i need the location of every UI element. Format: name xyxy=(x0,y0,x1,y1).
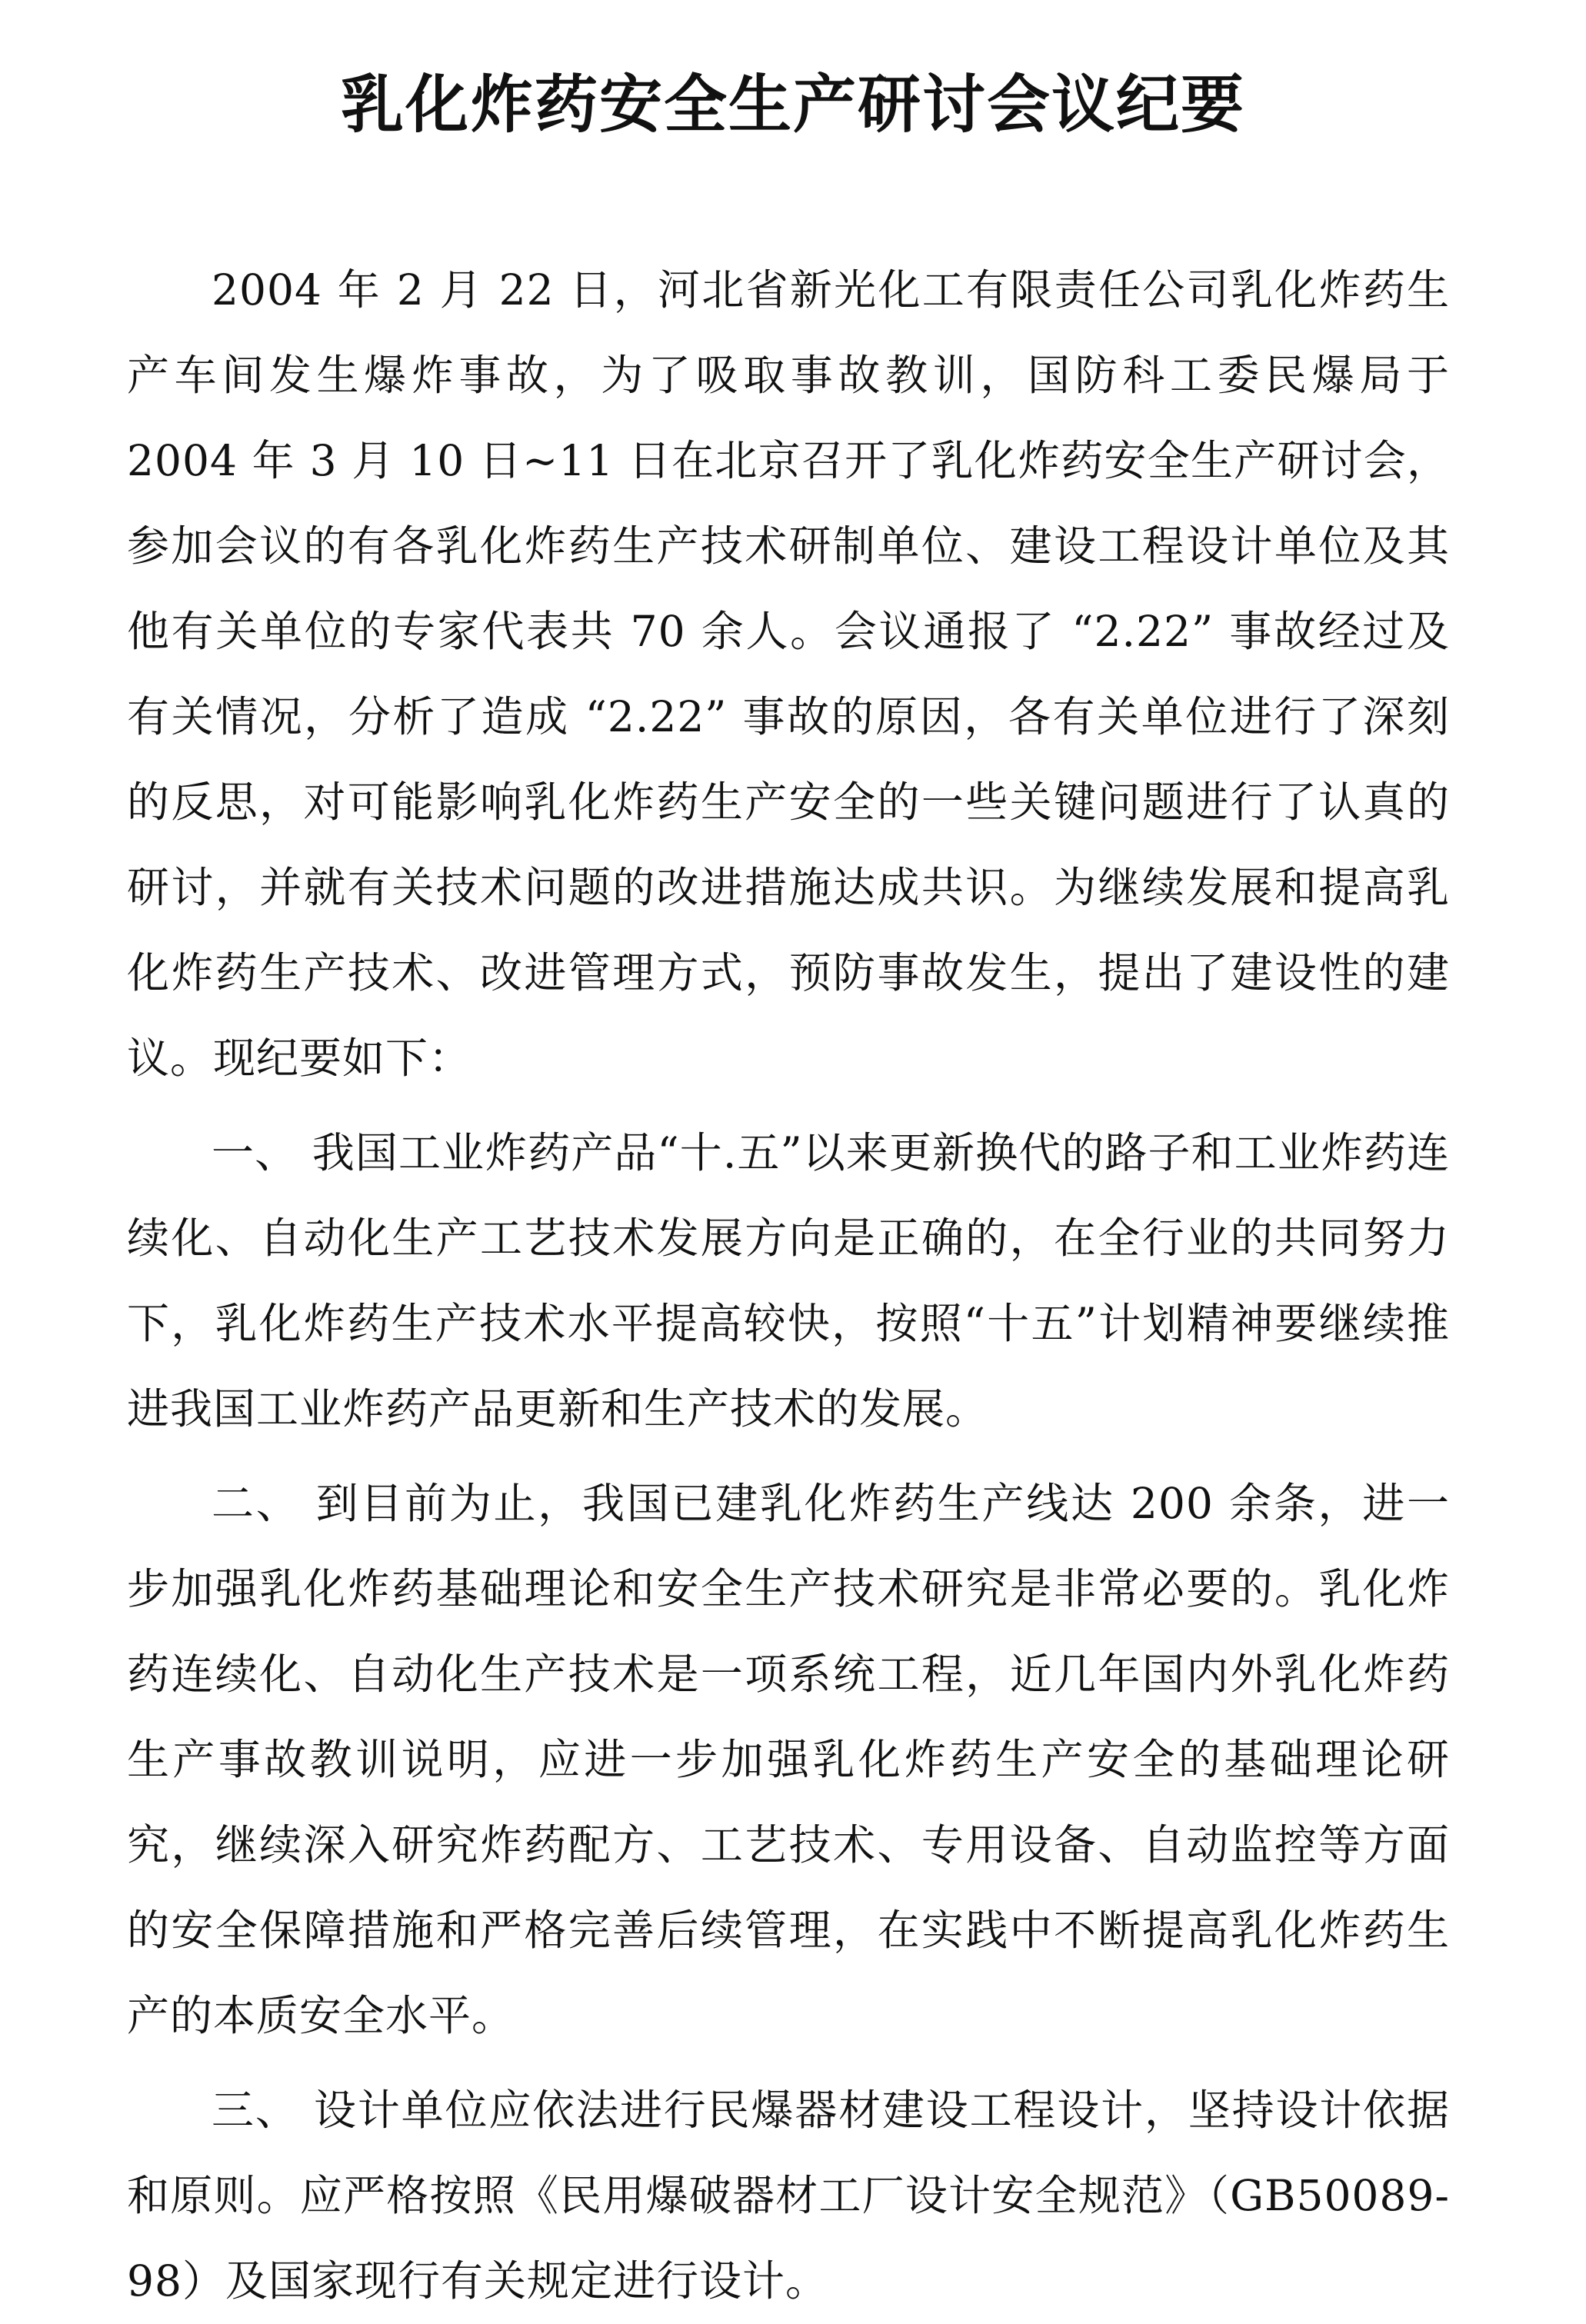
intro-paragraph: 2004 年 2 月 22 日，河北省新光化工有限责任公司乳化炸药生产车间发生爆炸事故，为了吸取事故教训，国防科工委民爆局于 2004 年 3 月 10 日~11 日在北京召开了乳化炸药安全生产研讨会，参加会议的有各乳化炸药生产技术研制单位、建设工程设计单位及其他有关单位的专家代表共 70 余人。会议通报了 “2.22” 事故经过及有关情况，分析了造成 “2.22” 事故的原因，各有关单位进行了深刻的反思，对可能影响乳化炸药生产安全的一些关键问题进行了认真的研讨，并就有关技术问题的改进措施达成共识。为继续发展和提高乳化炸药生产技术、改进管理方式，预防事故发生，提出了建设性的建议。现纪要如下： xyxy=(127,265,1450,1083)
item-two-paragraph: 二、 到目前为止，我国已建乳化炸药生产线达 200 余条，进一步加强乳化炸药基础理论和安全生产技术研究是非常必要的。乳化炸药连续化、自动化生产技术是一项系统工程，近几年国内外乳化炸药生产事故教训说明，应进一步加强乳化炸药生产安全的基础理论研究，继续深入研究炸药配方、工艺技术、专用设备、自动监控等方面的安全保障措施和严格完善后续管理，在实践中不断提高乳化炸药生产的本质安全水平。 xyxy=(127,1479,1450,2040)
document-body xyxy=(127,248,1450,2324)
item-three-paragraph: 三、 设计单位应依法进行民爆器材建设工程设计，坚持设计依据和原则。应严格按照《民用爆破器材工厂设计安全规范》（GB50089-98）及国家现行有关规定进行设计。 xyxy=(127,2086,1450,2306)
document-title: 乳化炸药安全生产研讨会议纪要 xyxy=(340,68,1245,142)
item-one-paragraph: 一、 我国工业炸药产品“十.五”以来更新换代的路子和工业炸药连续化、自动化生产工艺技术发展方向是正确的，在全行业的共同努力下，乳化炸药生产技术水平提高较快，按照“十五”计划精神要继续推进我国工业炸药产品更新和生产技术的发展。 xyxy=(127,1128,1450,1433)
